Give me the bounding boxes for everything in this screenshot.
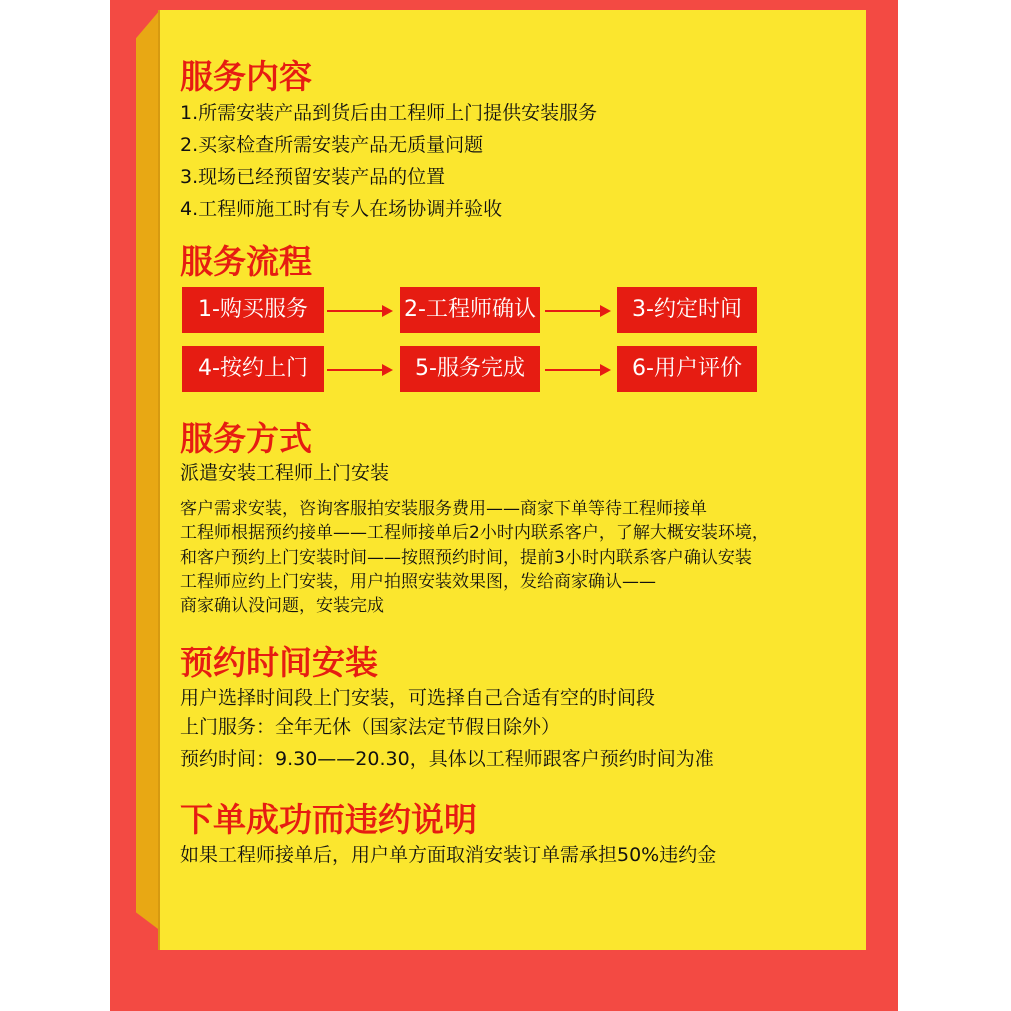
appointment-line: 预约时间：9.30——20.30，具体以工程师跟客户预约时间为准 bbox=[180, 748, 714, 770]
service-flow-title: 服务流程 bbox=[180, 242, 312, 281]
flow-step-5: 5-服务完成 bbox=[400, 346, 540, 392]
service-content-item: 3.现场已经预留安装产品的位置 bbox=[180, 166, 446, 188]
service-method-title: 服务方式 bbox=[180, 419, 312, 458]
flow-arrow bbox=[545, 310, 609, 312]
service-method-line: 客户需求安装，咨询客服拍安装服务费用——商家下单等待工程师接单 bbox=[180, 499, 707, 519]
flow-step-3: 3-约定时间 bbox=[617, 287, 757, 333]
service-method-line: 和客户预约上门安装时间——按照预约时间，提前3小时内联系客户确认安装 bbox=[180, 548, 752, 568]
flow-step-6: 6-用户评价 bbox=[617, 346, 757, 392]
service-content-item: 2.买家检查所需安装产品无质量问题 bbox=[180, 134, 484, 156]
flow-arrow bbox=[327, 369, 391, 371]
service-content-title: 服务内容 bbox=[180, 57, 312, 96]
service-method-subtitle: 派遣安装工程师上门安装 bbox=[180, 462, 390, 484]
appointment-line: 上门服务：全年无休（国家法定节假日除外） bbox=[180, 716, 561, 738]
service-content-item: 4.工程师施工时有专人在场协调并验收 bbox=[180, 198, 503, 220]
service-method-line: 工程师根据预约接单——工程师接单后2小时内联系客户，了解大概安装环境， bbox=[180, 523, 769, 543]
service-method-line: 工程师应约上门安装，用户拍照安装效果图，发给商家确认—— bbox=[180, 572, 656, 592]
flow-step-1: 1-购买服务 bbox=[182, 287, 324, 333]
flow-step-4: 4-按约上门 bbox=[182, 346, 324, 392]
appointment-line: 用户选择时间段上门安装，可选择自己合适有空的时间段 bbox=[180, 687, 656, 709]
cancellation-title: 下单成功而违约说明 bbox=[180, 800, 477, 839]
appointment-title: 预约时间安装 bbox=[180, 643, 378, 682]
flow-arrow bbox=[327, 310, 391, 312]
service-method-line: 商家确认没问题，安装完成 bbox=[180, 596, 384, 616]
flow-arrow bbox=[545, 369, 609, 371]
flow-step-2: 2-工程师确认 bbox=[400, 287, 540, 333]
service-content-item: 1.所需安装产品到货后由工程师上门提供安装服务 bbox=[180, 102, 598, 124]
cancellation-line: 如果工程师接单后，用户单方面取消安装订单需承担50%违约金 bbox=[180, 844, 717, 866]
